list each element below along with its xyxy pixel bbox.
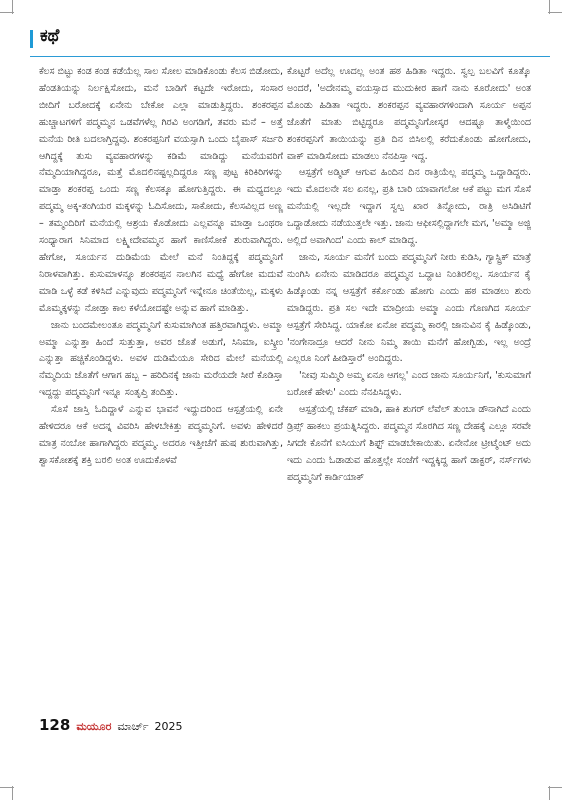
page-number: 128 xyxy=(39,716,71,734)
section-accent-bar xyxy=(30,30,33,48)
crop-mark xyxy=(548,12,562,13)
crop-mark xyxy=(12,786,13,800)
paragraph: 'ನೀವು ಸುಮ್ಮಿರಿ ಅಮ್ಮ ಏನೂ ಆಗಲ್ಲ' ಎಂದ ಜಾನು ಸೂರ್ಯನಿಗೆ, 'ಕುಸುಮಾಗೆ ಬರೋಕೆ ಹೇಳು' ಎಂದು ನೆನಪಿಸಿದ್ದಳು. xyxy=(287,370,531,399)
crop-mark xyxy=(549,0,550,14)
section-header xyxy=(30,20,550,60)
paragraph: ಕೊಟ್ಟರೆ ಅದೆಲ್ಲ ಊದಲ್ಲ ಅಂತ ಹಠ ಹಿಡಿತಾ ಇದ್ದರು. ಸ್ವಲ್ಪ ಬಲವಿಗೆ ಕೂತ್ಕೊ ಅಂದರೆ, 'ಅದೇನಮ್ಮ ವಯಸ್ಸಾದ ಮುದುಕೀರ ಹಾಗೆ ನಾನು ಕೂರೋದು' ಅಂತ ಮೊಂಡು ಹಿಡಿತಾ ಇದ್ದರು. ಶಂಕರಪ್ಪನ ವ್ಯವಹಾರಗಳಿಂದಾಗಿ ಸೂರ್ಯ ಅಪ್ಪನ ಜೊತೆಗೆ ಮಾತು ಬಿಟ್ಟಿದ್ದರೂ ಪದ್ಮಮ್ಮನಿಗೋಸ್ಕರ ಆದಷ್ಟೂ ತಾಳ್ಮೆಯಿಂದ ಶಂಕರಪ್ಪನಿಗೆ ತಾಯಿಯನ್ನು ಪ್ರತಿ ದಿನ ಬಿಸಿಲಲ್ಲಿ ಕರೆದುಕೊಂಡು ಹೋಗೋದು, ವಾಕ್ ಮಾಡಿಸೋದು ಮಾಡಲು ನೆನಪಿಸ್ತಾ ಇದ್ದ. xyxy=(287,66,531,162)
crop-mark xyxy=(12,0,13,14)
page-footer xyxy=(39,716,183,740)
issue-year: 2025 xyxy=(154,720,183,733)
paragraph: ಜಾನು, ಸೂರ್ಯ ಮನೆಗೆ ಬಂದು ಪದ್ಮಮ್ಮನಿಗೆ ನೀರು ಕುಡಿಸಿ, ಗ್ಯಾಸ್ಟ್ರಿಕ್ ಮಾತ್ರೆ ನುಂಗಿಸಿ ಏನೇನು ಮಾಡಿದರೂ ಪದ್ಮಮ್ಮನ ಒದ್ದಾಟ ನಿಂತಿರಲಿಲ್ಲ. ಸೂರ್ಯನ ಕೈ ಹಿಡ್ಕೊಂಡು ನನ್ನ ಆಸ್ಪತ್ರೆಗೆ ಕರ್ಕೊಂಡು ಹೋಗು ಎಂದು ಹಠ ಮಾಡಲು ಶುರು ಮಾಡಿದ್ದರು. ಪ್ರತಿ ಸಲ ಇದೇ ಮಾದ್ರೀಯ ಅಮ್ಮಾ ಎಂದು ಗೊಣಗಿದ ಸೂರ್ಯ ಆಸ್ಪತ್ರೆಗೆ ಸೇರಿಸಿದ್ದ. ಯಾಕೋ ಏನೋ ಪದ್ಮಮ್ಮ ಕಾರಲ್ಲಿ ಜಾನುವಿನ ಕೈ ಹಿಡ್ಕೊಂಡು, 'ನಂಗೇನಾದ್ರೂ ಆದರೆ ನೀನು ನಿಮ್ಮ ತಾಯಿ ಮನೆಗೆ ಹೋಗ್ಬಿಡು, ಇಲ್ಲ ಅಂದ್ರೆ ಎಲ್ಲರೂ ನಿಂಗೆ ಹೀಡಿಸ್ತಾರೆ' ಅಂದಿದ್ದರು. xyxy=(287,251,531,365)
paragraph: ಜಾನು ಬಂದಮೇಲಂತೂ ಪದ್ಮಮ್ಮನಿಗೆ ಕುಸುಮಾಗಿಂತ ಹತ್ತಿರವಾಗಿದ್ದಳು. ಅಮ್ಮಾ ಅಮ್ಮಾ ಎನ್ನುತ್ತಾ ಹಿಂದೆ ಸುತ್ತುತ್ತಾ, ಅವರ ಜೊತೆ ಅಡುಗೆ, ಸಿನಿಮಾ, ಐಸ್ಕ್ರೀಂ ಎನ್ನುತ್ತಾ ಹಚ್ಚಿಕೊಂಡಿದ್ದಳು. ಅವಳ ದುಡಿಮೆಯೂ ಸೇರಿದ ಮೇಲೆ ಮನೆಯಲ್ಲಿ ನೆಮ್ಮದಿಯ ಜೊತೆಗೆ ಆಗಾಗ ಹಬ್ಬ – ಹರಿದಿನಕ್ಕೆ ಜಾನು ಮರೆಯದೇ ಸೀರೆ ಕೊಡಿಸ್ತಾ ಇದ್ದದ್ದು ಪದ್ಮಮ್ಮನಿಗೆ ಇನ್ನೂ ಸಂತೃಪ್ತಿ ತಂದಿತ್ತು. xyxy=(39,319,283,399)
text-column-right xyxy=(287,64,531,487)
paragraph: ಕೆಲಸ ಬಿಟ್ಟು ಕಂಡ ಕಂಡ ಕಡೆಯೆಲ್ಲ ಸಾಲ ಸೋಲ ಮಾಡಿಕೊಂಡು ಕೆಲಸ ಬಿಡೋದು, ಹೆಂಡತಿಯನ್ನು ನಿರ್ಲಕ್ಷಿಸೋದು, ಮನೆ ಬಾಡಿಗೆ ಕಟ್ಟದೇ ಇರೋದು, ಸಂಸಾರ ಬೀದಿಗೆ ಬರೋದಕ್ಕೆ ಏನೇನು ಬೇಕೋ ಎಲ್ಲಾ ಮಾಡುತ್ತಿದ್ದರು. ಶಂಕರಪ್ಪನ ಹುಚ್ಚಾಟಗಳಿಗೆ ಪದ್ಮಮ್ಮನ ಒಡವೆಗಳೆಲ್ಲ ಗಿರವಿ ಅಂಗಡಿಗೆ, ತವರು ಮನೆ – ಅತ್ತೆ ಮನೆಯ ರೀತಿ ಬದಲಾಗ್ತಿದ್ದವು. ಶಂಕರಪ್ಪನಿಗೆ ವಯಸ್ಸಾಗಿ ಒಂದು ಬೈಪಾಸ್ ಸರ್ಜರಿ ಆಗಿದ್ದಕ್ಕೆ ತುಸು ವ್ಯವಹಾರಗಳನ್ನು ಕಡಿಮೆ ಮಾಡಿದ್ದು ಮನೆಯವರಿಗೆ ನೆಮ್ಮದಿಯಾಗಿದ್ದರೂ, ಮತ್ತೆ ಮೊದಲಿನಷ್ಟಲ್ಲದಿದ್ದರೂ ಸಣ್ಣ ಪುಟ್ಟ ಕಿರಿಕಿರಿಗಳನ್ನು ಮಾಡ್ತಾ ಶಂಕರಪ್ಪ ಒಂದು ಸಣ್ಣ ಕೆಲಸಕ್ಕೂ ಹೋಗುತ್ತಿದ್ದರು. ಈ ಮಧ್ಯದಲ್ಲೂ ಪದ್ಮಮ್ಮ ಅಕ್ಕ-ತಂಗಿಯರ ಮಕ್ಕಳನ್ನು ಓದಿಸೋದು, ಸಾಕೋದು, ಕೆಲಸವಿಲ್ಲದ ಅಣ್ಣ – ತಮ್ಮಂದಿರಿಗೆ ಮನೆಯಲ್ಲಿ ಆಶ್ರಯ ಕೊಡೋದು ಎಲ್ಲವನ್ನೂ ಮಾಡ್ತಾ ಒಂಥರಾ ಸಂಧ್ಯಾರಾಗ ಸಿನಿಮಾದ ಲಕ್ಷ್ಮೀದೇವಮ್ಮನ ಹಾಗೆ ಕಾಣಿಸೋಕೆ ಶುರುವಾಗಿದ್ದರು. ಹೇಗೋ, ಸೂರ್ಯನ ದುಡಿಮೆಯ ಮೇಲೆ ಮನೆ ನಿಂತಿದ್ದಕ್ಕೆ ಪದ್ಮಮ್ಮನಿಗೆ ನಿರಾಳವಾಗಿತ್ತು. ಕುಸುಮಾಳನ್ನೂ ಶಂಕರಪ್ಪನ ನಾಲಗಿನ ಮಧ್ಯೆ ಹೇಗೋ ಮದುವೆ ಮಾಡಿ ಒಳ್ಳೆ ಕಡೆ ಕಳಿಸಿದೆ ಎನ್ನುವುದು ಪದ್ಮಮ್ಮನಿಗೆ ಇನ್ನೇನೂ ಚಿಂತೆಯಿಲ್ಲ, ಮಕ್ಕಳು ಮೊಮ್ಮಕ್ಕಳನ್ನು ನೋಡ್ತಾ ಕಾಲ ಕಳೆಯೋದಷ್ಟೇ ಅನ್ನುವ ಹಾಗೆ ಮಾಡಿತ್ತು. xyxy=(39,66,283,314)
paragraph: ಆಸ್ಪತ್ರೆಗೆ ಅಡ್ಮಿಟ್ ಆಗುವ ಹಿಂದಿನ ದಿನ ರಾತ್ರಿಯೆಲ್ಲ ಪದ್ಮಮ್ಮ ಒದ್ದಾಡಿದ್ದರು. ಇದು ಮೊದಲನೇ ಸಲ ಏನಲ್ಲ, ಪ್ರತಿ ಬಾರಿ ಯಾವಾಗಲೋ ಆಕೆ ಪಟ್ಟು ಮಗ ಸೊಸೆ ಮನೆಯಲ್ಲಿ ಇಲ್ಲದೇ ಇದ್ದಾಗ ಸ್ವಲ್ಪ ಖಾರ ತಿನ್ನೋದು, ರಾತ್ರಿ ಅಸಿಡಿಟಿಗೆ ಒದ್ದಾಡೋದು ನಡೆಯುತ್ತಲೇ ಇತ್ತು. ಜಾನು ಆಫೀಸಲ್ಲಿದ್ದಾಗಲೇ ಮಗ, 'ಅಮ್ಮಾ ಅಜ್ಜಿ ಅಲ್ಲಿದೆ ಅವಾಗಿಂದ' ಎಂದು ಕಾಲ್ ಮಾಡಿದ್ದ. xyxy=(287,167,531,247)
paragraph: ಸೊಸೆ ಜಾಸ್ತಿ ಓದಿದ್ದಾಳೆ ಎನ್ನುವ ಭಾವನೆ ಇದ್ದುದರಿಂದ ಆಸ್ಪತ್ರೆಯಲ್ಲಿ ಏನೇ ಹೇಳಿದರೂ ಆಕೆ ಅದನ್ನ ವಿವರಿಸಿ ಹೇಳಬೇಕಿತ್ತು ಪದ್ಮಮ್ಮನಿಗೆ. ಅವಳು ಹೇಳಿದರೆ ಮಾತ್ರ ನಂಬೋ ಹಾಗಾಗಿದ್ದರು ಪದ್ಮಮ್ಮ. ಅದರೂ ಇತ್ತೀಚೆಗೆ ಹುಷ ಶುರುವಾಗಿತ್ತು, ಶ್ವಾಸಕೋಶಕ್ಕೆ ಶಕ್ತಿ ಬರಲಿ ಅಂತ ಊದುಕೊಳವೆ xyxy=(39,404,283,466)
crop-mark xyxy=(549,786,550,800)
text-column-left xyxy=(39,64,283,470)
issue-month: ಮಾರ್ಚ್ xyxy=(117,720,149,733)
section-title: ಕಥೆ xyxy=(40,26,60,46)
header-rule xyxy=(30,56,550,57)
paragraph: ಆಸ್ಪತ್ರೆಯಲ್ಲಿ ಚೆಕಪ್ ಮಾಡಿ, ಹಾಕಿ ಶುಗರ್ ಲೆವೆಲ್ ತುಂಬಾ ಡೌನಾಗಿದೆ ಎಂದು ಡ್ರಿಪ್ಸ್ ಹಾಕಲು ಪ್ರಯತ್ನಿಸಿದ್ದರು. ಪದ್ಮಮ್ಮನ ಸೊರಗಿದ ಸಣ್ಣ ದೇಹಕ್ಕೆ ಎಲ್ಲೂ ಸರವೇ ಸಿಗದೇ ಕೊನೆಗೆ ಐಸಿಯುಗೆ ಶಿಫ್ಟ್ ಮಾಡಬೇಕಾಯಿತು. ಏನೇನೋ ಟ್ರೀಟ್ಮೆಂಟ್ ಅದು ಇದು ಎಂದು ಓಡಾಡುವ ಹೊತ್ತಲ್ಲೇ ಸಂಜೆಗೆ ಇದ್ದಕ್ಕಿದ್ದ ಹಾಗೆ ಡಾಕ್ಟರ್, ನರ್ಸ್‌ಗಳು ಪದ್ಮಮ್ಮನಿಗೆ ಕಾರ್ಡಿಯಾಕ್ xyxy=(287,404,531,483)
crop-mark xyxy=(548,787,562,788)
magazine-logo: ಮಯೂರ xyxy=(76,720,112,733)
